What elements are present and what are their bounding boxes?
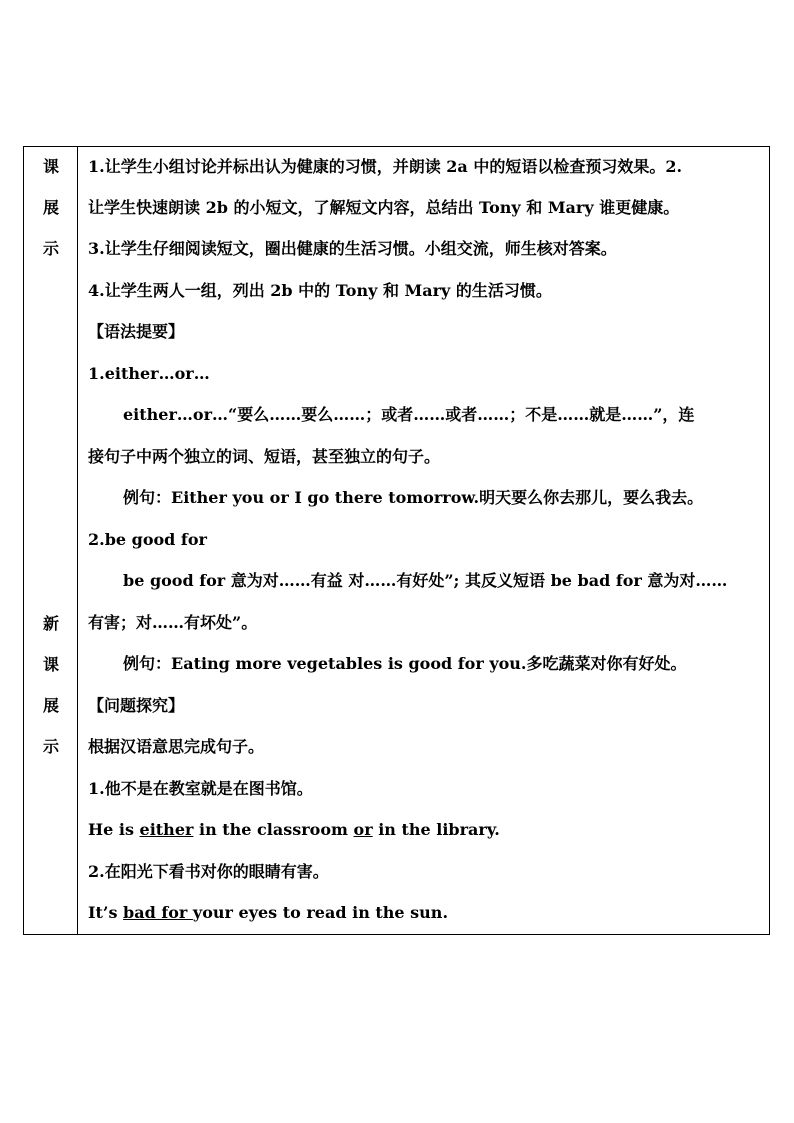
sentence-text: in the classroom xyxy=(193,820,354,839)
inquiry-heading: 【问题探究】 xyxy=(88,696,185,715)
grammar-point-1-example: 例句：Either you or I go there tomorrow.明天要么你去那儿，要么我去。 xyxy=(123,488,704,507)
section-label-char: 示 xyxy=(42,239,59,258)
lesson-content xyxy=(78,147,769,934)
answer-blank: bad for xyxy=(123,903,193,922)
step-1-text: 1.让学生小组讨论并标出认为健康的习惯，并朗读 2a 中的短语以检查预习效果。2. xyxy=(88,157,683,176)
inquiry-instruction: 根据汉语意思完成句子。 xyxy=(88,737,265,756)
question-2-english xyxy=(88,902,763,924)
section-label-column xyxy=(24,147,78,934)
section-label-char: 课 xyxy=(42,157,59,176)
grammar-point-2-title: 2.be good for xyxy=(88,530,207,549)
sentence-text: your eyes to read in the sun. xyxy=(192,903,449,922)
answer-blank: either xyxy=(139,820,194,839)
sentence-text: It’s xyxy=(88,903,124,922)
grammar-heading: 【语法提要】 xyxy=(88,322,185,341)
question-2-chinese: 2.在阳光下看书对你的眼睛有害。 xyxy=(88,862,329,881)
lesson-table xyxy=(23,146,770,935)
step-4-text: 4.让学生两人一组，列出 2b 中的 Tony 和 Mary 的生活习惯。 xyxy=(88,281,552,300)
section-label-char: 示 xyxy=(42,737,59,756)
grammar-point-2-desc: be good for 意为对……有益 对……有好处”; 其反义短语 be bad for 意为对…… xyxy=(123,571,728,590)
answer-blank: or xyxy=(353,820,373,839)
grammar-point-1-desc-cont: 接句子中两个独立的词、短语，甚至独立的句子。 xyxy=(88,447,441,466)
section-label-char: 展 xyxy=(42,696,59,715)
step-3-text: 3.让学生仔细阅读短文，圈出健康的生活习惯。小组交流，师生核对答案。 xyxy=(88,239,617,258)
grammar-point-2-desc-cont: 有害；对……有坏处”。 xyxy=(88,613,258,632)
grammar-point-1-desc: either…or…“要么……要么……；或者……或者……；不是……就是……”，连 xyxy=(123,405,695,424)
grammar-point-2-example: 例句：Eating more vegetables is good for you.多吃蔬菜对你有好处。 xyxy=(123,654,687,673)
grammar-point-1-title: 1.either…or… xyxy=(88,364,210,383)
sentence-text: He is xyxy=(88,820,140,839)
sentence-text: in the library. xyxy=(372,820,500,839)
section-label-char: 课 xyxy=(42,655,59,674)
section-label-char: 展 xyxy=(42,198,59,217)
step-2-text: 让学生快速朗读 2b 的小短文，了解短文内容，总结出 Tony 和 Mary 谁更健康。 xyxy=(88,198,680,217)
question-1-chinese: 1.他不是在教室就是在图书馆。 xyxy=(88,779,313,798)
section-label-char: 新 xyxy=(42,614,59,633)
question-1-english xyxy=(88,819,763,841)
